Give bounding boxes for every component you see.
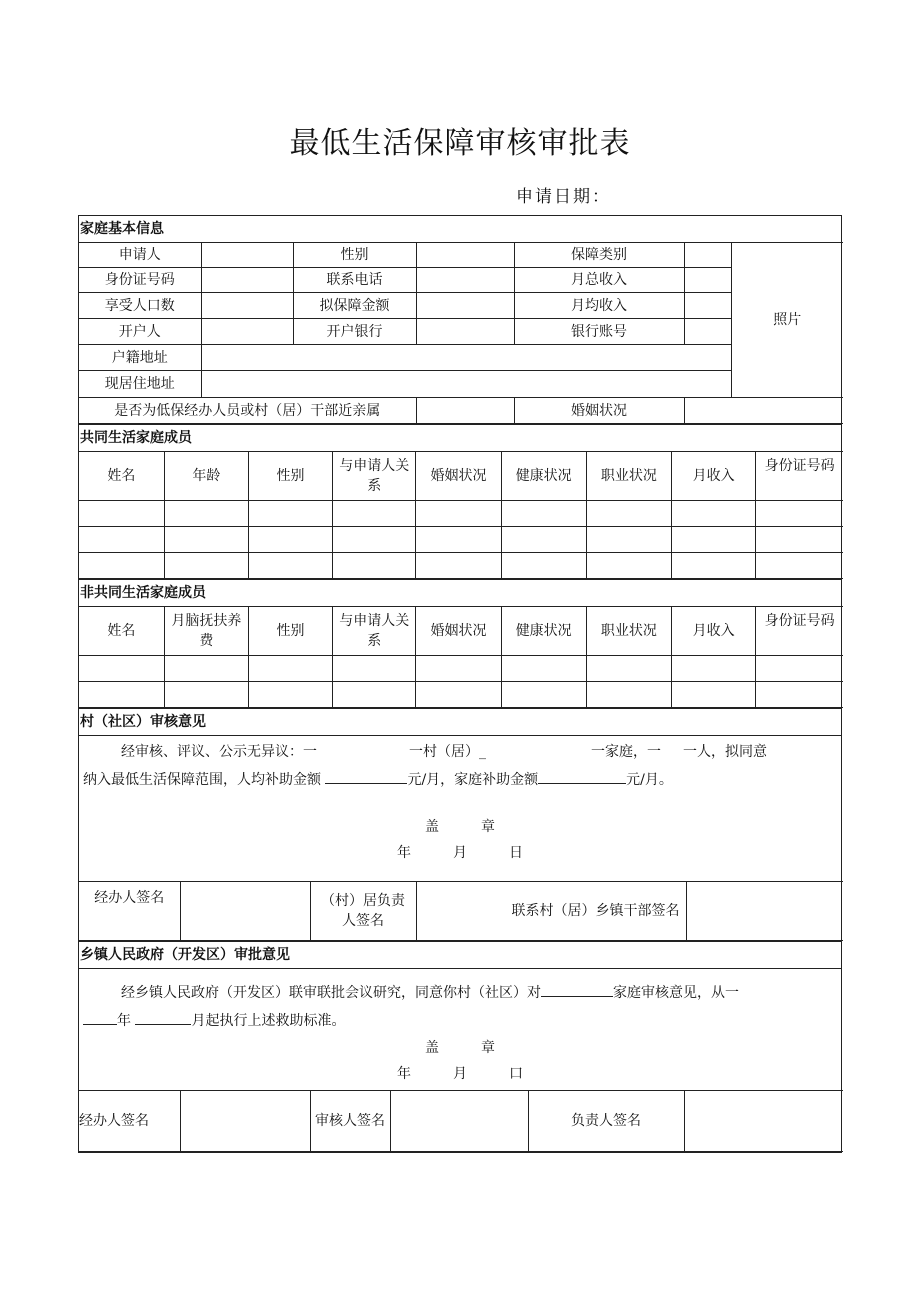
town-date: 年 月 口 (397, 1066, 523, 1082)
col-header-gender: 性别 (248, 452, 332, 501)
table-row (79, 501, 843, 527)
field-account-holder[interactable] (201, 319, 293, 345)
field-marital-status[interactable] (684, 398, 843, 424)
basic-info-block (78, 215, 842, 425)
field-principal-signature[interactable] (684, 1091, 843, 1152)
section-title-village-review: 村（社区）审核意见 (79, 709, 841, 736)
label-village-head-signature: （村）居负责人签名 (310, 882, 416, 941)
village-review-block (78, 709, 842, 942)
col-header-id-number: 身份证号码 (756, 452, 843, 501)
label-reviewer-signature: 审核人签名 (310, 1091, 390, 1152)
section-title-cohabiting: 共同生活家庭成员 (80, 430, 192, 446)
col-header-monthly-income: 月收入 (672, 607, 756, 656)
section-title-basic-info: 家庭基本信息 (80, 221, 164, 237)
col-header-marital: 婚姻状况 (416, 452, 501, 501)
label-gender: 性别 (293, 243, 416, 268)
field-monthly-avg[interactable] (684, 293, 731, 319)
label-applicant: 申请人 (79, 243, 201, 268)
photo-box: 照片 (731, 243, 843, 398)
cohabiting-members-table (79, 451, 843, 579)
col-header-occupation: 职业状况 (586, 607, 671, 656)
label-town-handler-signature: 经办人签名 (79, 1091, 180, 1152)
col-header-name: 姓名 (79, 607, 164, 656)
field-town-handler-signature[interactable] (180, 1091, 310, 1152)
village-signature-table (79, 881, 843, 941)
col-header-occupation: 职业状况 (586, 452, 671, 501)
col-header-support-fee: 月脑抚扶养费 (164, 607, 248, 656)
field-amount[interactable] (416, 293, 514, 319)
label-monthly-total: 月总收入 (514, 268, 684, 293)
label-principal-signature: 负责人签名 (528, 1091, 684, 1152)
noncohabiting-members-table (79, 606, 843, 708)
label-residence-address: 现居住地址 (79, 371, 201, 398)
village-review-opinion (79, 736, 841, 881)
application-date-label: 申请日期： (516, 187, 611, 207)
label-monthly-avg: 月均收入 (514, 293, 684, 319)
blank-month[interactable] (135, 1010, 191, 1025)
blank-family-amount[interactable] (538, 769, 626, 784)
field-bank[interactable] (416, 319, 514, 345)
blank-year[interactable] (83, 1010, 117, 1025)
label-phone: 联系电话 (293, 268, 416, 293)
table-row (79, 527, 843, 553)
col-header-health: 健康状况 (501, 607, 586, 656)
label-town-cadre-signature: 联系村（居）乡镇干部签名 (416, 882, 686, 941)
col-header-relation: 与申请人关系 (333, 607, 416, 656)
label-amount: 拟保障金额 (293, 293, 416, 319)
col-header-marital: 婚姻状况 (416, 607, 501, 656)
table-row (79, 656, 843, 682)
blank-family-name[interactable] (541, 982, 613, 997)
label-relative-question: 是否为低保经办人员或村（居）干部近亲属 (79, 398, 416, 424)
approval-form (78, 215, 842, 1153)
field-account-no[interactable] (684, 319, 731, 345)
town-approval-opinion (79, 969, 841, 1090)
section-title-town-approval: 乡镇人民政府（开发区）审批意见 (79, 942, 841, 969)
field-gender[interactable] (416, 243, 514, 268)
noncohabiting-members-block (78, 580, 842, 709)
blank-per-capita-amount[interactable] (325, 769, 407, 784)
label-id-number: 身份证号码 (79, 268, 201, 293)
page-title: 最低生活保障审核审批表 (289, 126, 631, 161)
label-security-type: 保障类别 (514, 243, 684, 268)
town-signature-table (79, 1090, 843, 1152)
cohabiting-members-block (78, 425, 842, 580)
village-stamp: 盖 章 (425, 819, 495, 835)
table-row (79, 553, 843, 579)
label-village-handler-signature: 经办人签名 (79, 882, 180, 941)
town-approval-line-1: 经乡镇人民政府（开发区）联审联批会议研究，同意你村（社区）对 家庭审核意见，从一 (79, 969, 841, 1007)
label-hukou-address: 户籍地址 (79, 345, 201, 371)
col-header-health: 健康状况 (501, 452, 586, 501)
table-row (79, 682, 843, 708)
field-relative-answer[interactable] (416, 398, 514, 424)
field-id-number[interactable] (201, 268, 293, 293)
label-marital-status: 婚姻状况 (514, 398, 684, 424)
field-reviewer-signature[interactable] (390, 1091, 528, 1152)
village-review-line-1: 经审核、评议、公示无异议：一 一村（居）_ 一家庭，一 一人，拟同意 (121, 744, 767, 760)
town-approval-line-2: 年 月起执行上述救助标准。 (79, 1007, 841, 1035)
col-header-monthly-income: 月收入 (672, 452, 756, 501)
field-phone[interactable] (416, 268, 514, 293)
field-town-cadre-signature[interactable] (686, 882, 843, 941)
col-header-age: 年龄 (164, 452, 248, 501)
field-hukou-address[interactable] (201, 345, 731, 371)
basic-info-table (79, 242, 843, 424)
col-header-gender: 性别 (248, 607, 332, 656)
field-monthly-total[interactable] (684, 268, 731, 293)
town-approval-block (78, 942, 842, 1153)
town-stamp: 盖 章 (425, 1040, 495, 1056)
field-security-type[interactable] (684, 243, 731, 268)
col-header-name: 姓名 (79, 452, 164, 501)
label-account-no: 银行账号 (514, 319, 684, 345)
label-persons: 享受人口数 (79, 293, 201, 319)
village-review-line-2: 纳入最低生活保障范围，人均补助金额 元/月，家庭补助金额 元/月。 (79, 766, 841, 794)
village-date: 年 月 日 (397, 845, 523, 861)
field-village-handler-signature[interactable] (180, 882, 310, 941)
field-residence-address[interactable] (201, 371, 731, 398)
col-header-relation: 与申请人关系 (333, 452, 416, 501)
label-account-holder: 开户人 (79, 319, 201, 345)
col-header-id-number: 身份证号码 (756, 607, 843, 656)
field-persons[interactable] (201, 293, 293, 319)
field-applicant[interactable] (201, 243, 293, 268)
label-bank: 开户银行 (293, 319, 416, 345)
section-title-noncohabiting: 非共同生活家庭成员 (80, 585, 206, 601)
